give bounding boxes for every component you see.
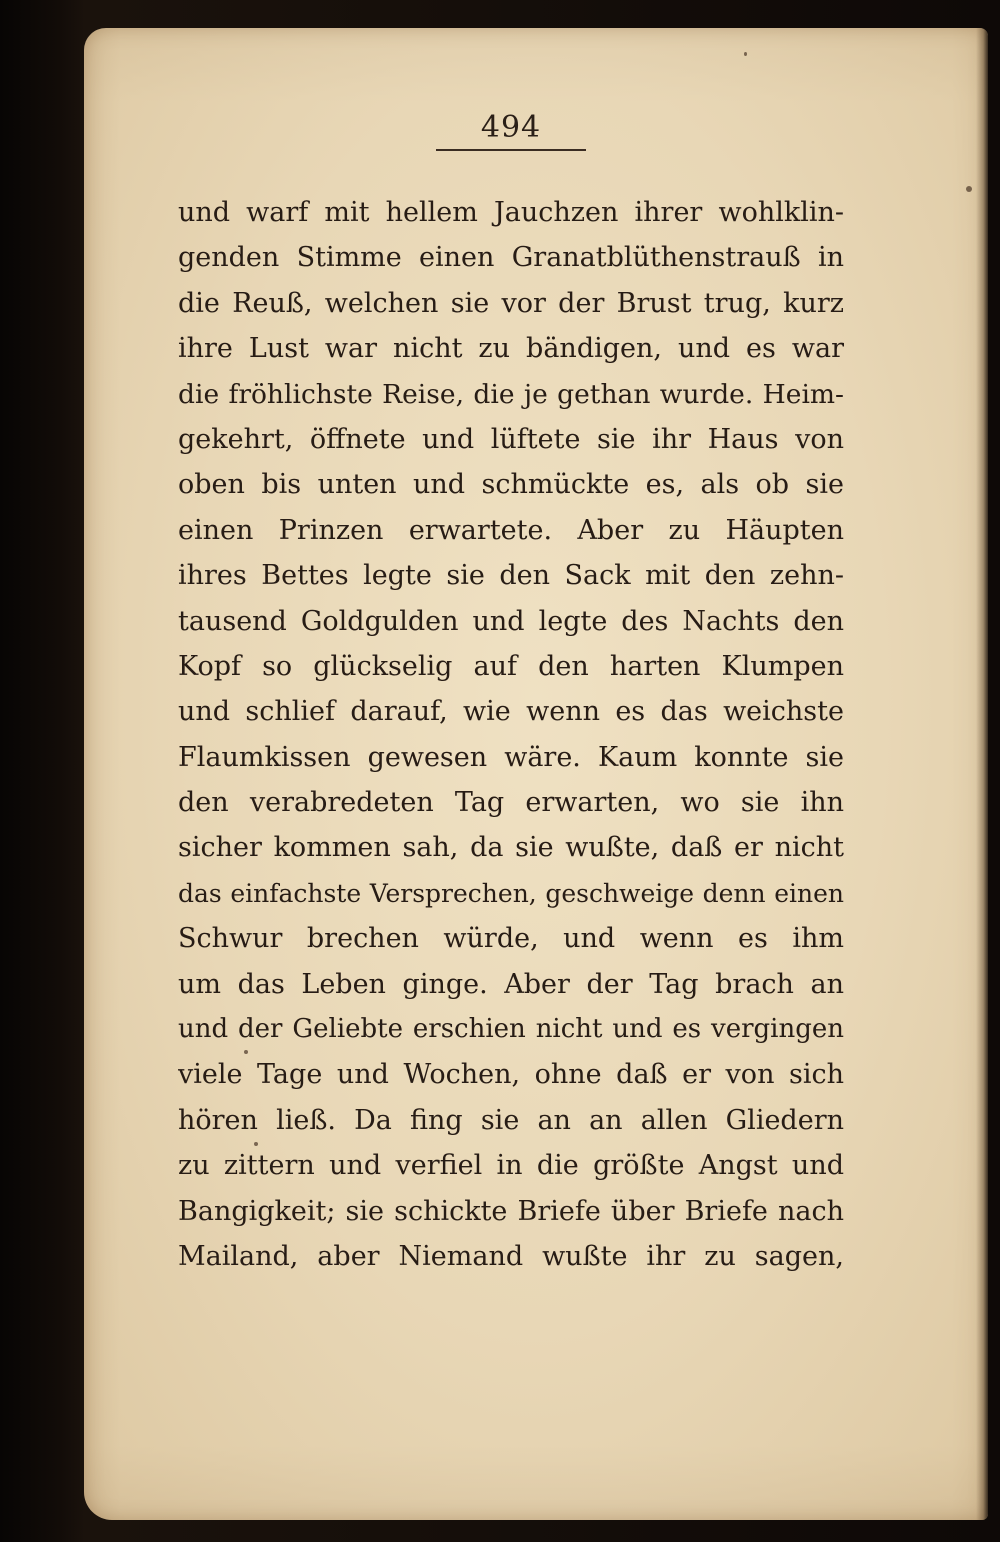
text-line: oben bis unten und schmückte es, als ob sie [178,469,844,501]
text-line: Bangigkeit; sie schickte Briefe über Briefe nach [178,1195,844,1227]
paper-speck [254,1142,258,1146]
text-line: gekehrt, öffnete und lüftete sie ihr Haus von [178,423,844,455]
page-number-rule [436,149,586,151]
text-line: und warf mit hellem Jauchzen ihrer wohlklin- [178,197,844,228]
text-line: einen Prinzen erwartete. Aber zu Häupten [178,514,844,546]
text-line: den verabredeten Tag erwarten, wo sie ihn [178,787,844,819]
text-line: viele Tage und Wochen, ohne daß er von sich [178,1059,844,1091]
text-line: und schlief darauf, wie wenn es das weichste [178,696,844,728]
text-line: das einfachste Versprechen, geschweige denn einen [178,878,844,908]
page-number: 494 [480,110,542,145]
paper-speck [744,52,747,56]
text-line: hören ließ. Da fing sie an an allen Gliedern [178,1104,844,1136]
text-line: und der Geliebte erschien nicht und es vergingen [178,1014,844,1045]
text-line: die fröhlichste Reise, die je gethan wurde. Heim- [178,378,844,410]
page-edge-shadow [976,28,988,1520]
paper-speck [966,186,972,192]
text-line: Schwur brechen würde, und wenn es ihm [178,923,844,955]
body-text [178,190,844,1279]
text-line: sicher kommen sah, da sie wußte, daß er nicht [178,832,844,864]
text-line: Flaumkissen gewesen wäre. Kaum konnte sie [178,741,844,773]
text-line: ihres Bettes legte sie den Sack mit den zehn- [178,560,844,592]
text-line: die Reuß, welchen sie vor der Brust trug, kurz [178,287,844,319]
text-line: zu zittern und verfiel in die größte Angst und [178,1150,844,1182]
paper-speck [244,1050,248,1054]
text-line: tausend Goldgulden und legte des Nachts den [178,605,844,637]
text-line: Kopf so glückselig auf den harten Klumpen [178,650,844,682]
text-line: genden Stimme einen Granatblüthenstrauß in [178,242,844,274]
text-line: um das Leben ginge. Aber der Tag brach an [178,968,844,1000]
text-line: Mailand, aber Niemand wußte ihr zu sagen, [178,1240,844,1272]
text-line: ihre Lust war nicht zu bändigen, und es war [178,333,844,365]
